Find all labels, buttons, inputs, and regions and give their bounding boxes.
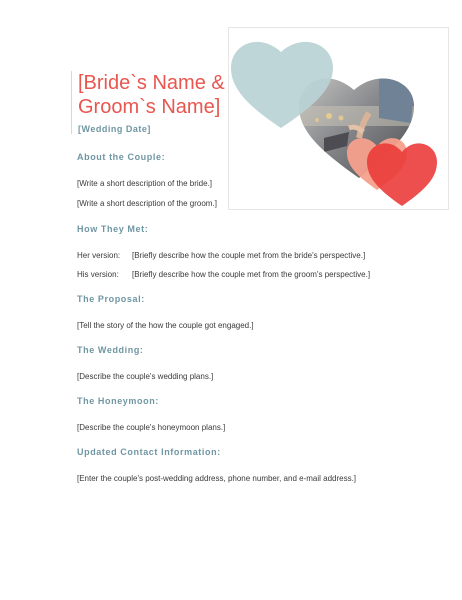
bride-description[interactable]: [Write a short description of the bride.] [77,179,213,188]
proposal-heading: The Proposal: [77,294,145,304]
her-version-row [77,250,437,261]
his-version-text[interactable]: [Briefly describe how the couple met from the groom's perspective.] [132,270,371,279]
contact-heading: Updated Contact Information: [77,447,221,457]
title-block [71,71,238,134]
content [77,152,437,484]
contact-text[interactable]: [Enter the couple's post-wedding address, phone number, and e-mail address.] [77,474,357,483]
his-version-row [77,269,437,280]
wedding-text[interactable]: [Describe the couple's wedding plans.] [77,372,214,381]
his-version-label: His version: [77,270,119,279]
wedding-heading: The Wedding: [77,345,144,355]
wedding-date[interactable]: [Wedding Date] [78,124,151,134]
honeymoon-heading: The Honeymoon: [77,396,159,406]
her-version-label: Her version: [77,251,121,260]
title-line-2: Groom`s Name] [78,96,221,118]
about-heading: About the Couple: [77,152,166,162]
couple-names-title[interactable] [78,71,238,119]
title-line-1: [Bride`s Name & [78,72,225,94]
honeymoon-text[interactable]: [Describe the couple's honeymoon plans.] [77,423,226,432]
her-version-text[interactable]: [Briefly describe how the couple met from the bride's perspective.] [132,251,366,260]
how-met-heading: How They Met: [77,224,149,234]
groom-description[interactable]: [Write a short description of the groom.] [77,199,217,208]
proposal-text[interactable]: [Tell the story of the how the couple got engaged.] [77,321,254,330]
